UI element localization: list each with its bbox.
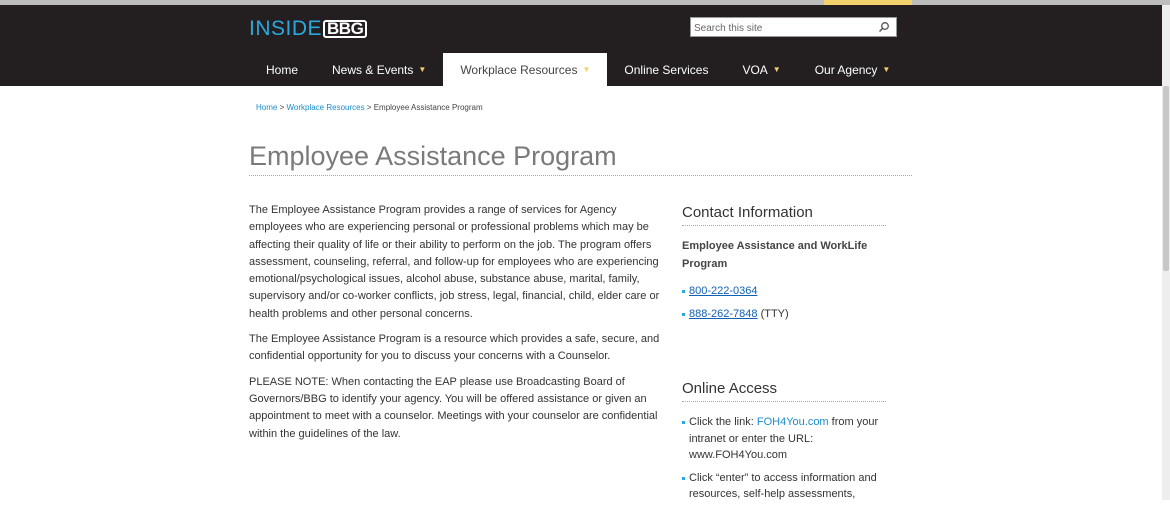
intro-paragraph: The Employee Assistance Program provides a range of services for Agency employees who are experiencing personal or professional problems which may be affecting their quality of life or their ability to perform on the job. The program offers assessment, counseling, referral, and follow-up for employees who are experiencing emotional/psychological issues, alcohol abuse, substance abuse, marital, family, supervisory and/or co-worker conflicts, job stress, legal, financial, child, elder care or health problems and other personal concerns. [249,204,660,320]
breadcrumb-separator: > [364,103,374,112]
nav-news-events[interactable] [315,53,443,86]
breadcrumb-current: Employee Assistance Program [373,103,483,112]
nav-label: Workplace Resources [460,62,578,77]
list-item [682,470,886,503]
nav-label: Our Agency [814,62,878,77]
title-divider [249,175,912,176]
nav-workplace-resources[interactable] [443,53,607,86]
caret-down-icon: ▼ [882,65,891,74]
contact-divider [682,225,886,226]
page-title: Employee Assistance Program [249,141,617,171]
contact-program-name: Employee Assistance and WorkLife Program [682,240,868,270]
search-input[interactable] [691,20,874,38]
site-logo[interactable] [249,19,367,39]
caret-down-icon: ▼ [582,65,591,74]
nav-label: Online Services [624,62,709,77]
online-access-list [682,414,886,503]
scrollbar-thumb[interactable] [1163,86,1169,271]
nav-label: Home [266,62,299,77]
online-access-section [682,380,886,509]
nav-label: VOA [742,62,768,77]
online-item-prefix: Click the link: [689,416,757,428]
breadcrumb-section-link[interactable]: Workplace Resources [286,103,365,112]
list-item [682,306,886,323]
note-paragraph: PLEASE NOTE: When contacting the EAP please use Broadcasting Board of Governors/BBG to identify your agency. You will be offered assistance or given an appointment to meet with a counselor. Meetings with your counselor are confidential within the guidelines of the law. [249,375,658,440]
breadcrumb-separator: > [277,103,287,112]
logo-inside-text: INSIDE [249,17,323,40]
main-content [249,202,663,451]
foh4you-link[interactable]: FOH4You.com [756,416,829,428]
breadcrumb-home-link[interactable]: Home [256,103,278,112]
contact-phone-list [682,283,886,322]
nav-voa[interactable] [725,53,797,86]
resource-paragraph: The Employee Assistance Program is a resource which provides a safe, secure, and confidential opportunity for you to discuss your concerns with a Counselor. [249,333,660,363]
list-item [682,283,886,300]
online-item-text: Click “enter” to access information and resources, self-help assessments, [689,471,877,500]
site-header [0,5,1162,86]
online-access-heading: Online Access [682,380,778,397]
online-access-divider [682,401,886,402]
phone-link-2[interactable]: 888-262-7848 [689,307,758,320]
caret-down-icon: ▼ [772,65,781,74]
contact-section [682,204,886,328]
nav-our-agency[interactable] [798,53,908,86]
nav-label: News & Events [332,62,414,77]
search-icon[interactable] [878,21,890,33]
nav-online-services[interactable] [607,53,725,86]
search-box [690,17,897,37]
nav-home[interactable] [249,53,315,86]
caret-down-icon: ▼ [418,65,427,74]
online-item-suffix: from your intranet or enter the URL: www.FOH4You.com [689,416,879,461]
list-item [682,414,886,464]
contact-heading: Contact Information [682,204,813,221]
phone-link-1[interactable]: 800-222-0364 [689,285,758,297]
phone-suffix: (TTY) [757,307,789,320]
main-nav [249,53,907,86]
breadcrumb [256,103,483,112]
logo-bbg-text: BBG [323,20,367,38]
